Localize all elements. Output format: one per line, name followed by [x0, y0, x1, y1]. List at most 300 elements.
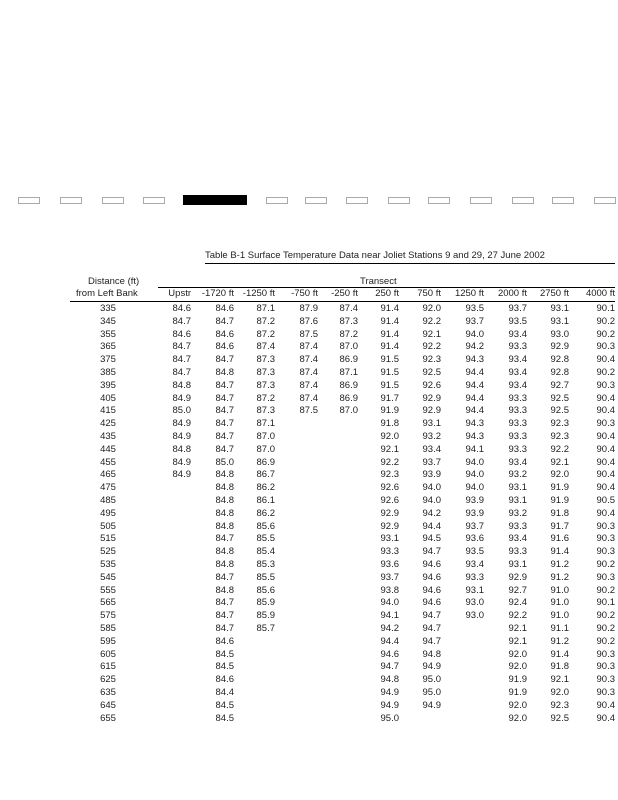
temperature-cell: 85.0	[215, 456, 234, 468]
temperature-cell: 90.4	[596, 507, 615, 519]
temperature-cell: 93.8	[380, 584, 399, 596]
temperature-cell	[275, 559, 318, 572]
temperature-cell	[275, 521, 318, 534]
distance-cell: 605	[100, 648, 116, 660]
temperature-cell: 84.7	[215, 354, 234, 366]
temperature-cell	[146, 572, 191, 585]
temperature-cell	[318, 700, 358, 713]
temperature-cell: 94.7	[422, 610, 441, 622]
temperature-cell: 84.6	[215, 674, 234, 686]
distance-cell: 485	[100, 494, 116, 506]
temperature-cell: 93.0	[550, 328, 569, 340]
temperature-cell: 84.7	[172, 341, 191, 353]
distance-cell: 375	[100, 354, 116, 366]
temperature-cell: 92.0	[422, 303, 441, 314]
temperature-cell: 92.0	[508, 648, 527, 660]
row-header-line2: from Left Bank	[76, 288, 138, 299]
temperature-cell: 84.8	[215, 546, 234, 558]
temperature-cell: 91.4	[380, 303, 399, 314]
temperature-cell	[146, 661, 191, 674]
temperature-cell: 94.4	[465, 379, 484, 391]
temperature-cell: 90.4	[596, 392, 615, 404]
temperature-cell: 93.6	[380, 558, 399, 570]
temperature-cell: 86.1	[256, 494, 275, 506]
temperature-cell	[234, 649, 275, 662]
distance-cell: 495	[100, 507, 116, 519]
temperature-cell	[146, 623, 191, 636]
temperature-cell	[318, 431, 358, 444]
temperature-cell: 90.2	[596, 558, 615, 570]
temperature-cell: 93.3	[508, 430, 527, 442]
temperature-cell: 84.5	[215, 712, 234, 724]
temperature-cell	[234, 674, 275, 687]
temperature-cell: 92.3	[550, 699, 569, 711]
temperature-cell	[234, 661, 275, 674]
temperature-cell: 92.6	[422, 379, 441, 391]
temperature-cell: 84.9	[172, 430, 191, 442]
temperature-cell: 93.3	[508, 341, 527, 353]
temperature-cell	[318, 585, 358, 598]
temperature-cell: 86.9	[339, 379, 358, 391]
temperature-cell: 94.6	[422, 571, 441, 583]
temperature-cell: 87.2	[256, 315, 275, 327]
temperature-cell: 92.8	[550, 366, 569, 378]
temperature-cell: 93.3	[508, 392, 527, 404]
temperature-cell: 93.5	[508, 315, 527, 327]
temperature-cell: 86.2	[256, 482, 275, 494]
temperature-cell: 87.4	[299, 354, 318, 366]
temperature-cell: 87.6	[299, 315, 318, 327]
temperature-cell: 84.7	[215, 392, 234, 404]
temperature-cell	[275, 444, 318, 457]
temperature-cell: 84.9	[172, 392, 191, 404]
temperature-cell: 92.5	[550, 712, 569, 724]
temperature-cell: 87.4	[256, 341, 275, 353]
distance-cell: 615	[100, 661, 116, 673]
temperature-cell: 94.9	[422, 699, 441, 711]
table-row	[70, 367, 615, 380]
temperature-cell: 92.1	[508, 635, 527, 647]
temperature-cell	[441, 700, 484, 713]
distance-cell: 475	[100, 482, 116, 494]
temperature-cell: 90.2	[596, 315, 615, 327]
temperature-cell	[318, 546, 358, 559]
temperature-cell: 87.3	[256, 366, 275, 378]
temperature-cell: 94.9	[380, 686, 399, 698]
distance-cell: 385	[100, 366, 116, 378]
temperature-cell: 94.8	[422, 648, 441, 660]
temperature-cell: 84.5	[215, 661, 234, 673]
temperature-cell: 84.8	[215, 469, 234, 481]
temperature-cell: 84.7	[215, 315, 234, 327]
scan-mark	[552, 197, 574, 204]
temperature-cell	[441, 661, 484, 674]
temperature-cell	[318, 418, 358, 431]
temperature-cell	[318, 674, 358, 687]
temperature-cell: 86.7	[256, 469, 275, 481]
temperature-cell: 84.7	[215, 597, 234, 609]
temperature-cell: 84.8	[215, 482, 234, 494]
temperature-cell: 84.7	[215, 571, 234, 583]
temperature-cell	[146, 674, 191, 687]
temperature-cell: 91.9	[508, 674, 527, 686]
temperature-cell: 92.9	[380, 520, 399, 532]
table-row	[70, 380, 615, 393]
temperature-cell: 87.1	[339, 366, 358, 378]
temperature-cell: 90.2	[596, 366, 615, 378]
temperature-cell: 84.8	[172, 443, 191, 455]
temperature-cell: 91.8	[550, 507, 569, 519]
temperature-cell	[146, 521, 191, 534]
temperature-cell: 84.8	[215, 558, 234, 570]
temperature-cell: 90.3	[596, 341, 615, 353]
transect-group-header: Transect	[360, 276, 397, 287]
temperature-cell: 90.4	[596, 482, 615, 494]
temperature-cell: 84.7	[172, 354, 191, 366]
temperature-cell	[318, 623, 358, 636]
temperature-cell: 84.6	[215, 341, 234, 353]
temperature-cell: 93.6	[465, 533, 484, 545]
temperature-cell: 93.0	[465, 597, 484, 609]
temperature-cell: 94.4	[465, 392, 484, 404]
temperature-cell: 92.9	[508, 571, 527, 583]
temperature-cell	[146, 533, 191, 546]
temperature-cell: 85.5	[256, 571, 275, 583]
temperature-cell: 94.0	[422, 494, 441, 506]
temperature-cell: 87.3	[256, 405, 275, 417]
temperature-cell: 92.4	[508, 597, 527, 609]
temperature-cell: 84.6	[172, 303, 191, 314]
temperature-cell: 84.7	[172, 315, 191, 327]
temperature-cell	[441, 713, 484, 726]
distance-cell: 575	[100, 610, 116, 622]
temperature-cell	[318, 636, 358, 649]
temperature-cell: 94.7	[422, 635, 441, 647]
temperature-cell: 87.5	[299, 328, 318, 340]
temperature-cell: 92.9	[380, 507, 399, 519]
temperature-cell: 90.2	[596, 328, 615, 340]
temperature-cell: 92.3	[380, 469, 399, 481]
temperature-cell	[318, 521, 358, 534]
temperature-cell: 87.0	[339, 405, 358, 417]
temperature-cell	[275, 610, 318, 623]
temperature-cell: 94.0	[380, 597, 399, 609]
column-header: 4000 ft	[585, 288, 615, 299]
temperature-cell	[318, 687, 358, 700]
temperature-cell	[318, 495, 358, 508]
table-row	[70, 572, 615, 585]
table-row	[70, 482, 615, 495]
scan-mark	[388, 197, 410, 204]
temperature-cell: 92.6	[380, 482, 399, 494]
temperature-cell: 93.9	[465, 507, 484, 519]
distance-cell: 655	[100, 712, 116, 724]
distance-cell: 335	[100, 303, 116, 314]
temperature-cell: 94.3	[465, 354, 484, 366]
temperature-cell	[441, 636, 484, 649]
temperature-cell: 94.4	[422, 520, 441, 532]
table-row	[70, 508, 615, 521]
temperature-cell: 85.3	[256, 558, 275, 570]
temperature-cell: 93.1	[550, 303, 569, 314]
table-row	[70, 316, 615, 329]
column-header: 250 ft	[375, 288, 399, 299]
temperature-cell: 93.1	[465, 584, 484, 596]
temperature-cell: 87.1	[256, 418, 275, 430]
distance-cell: 525	[100, 546, 116, 558]
temperature-cell	[146, 687, 191, 700]
temperature-cell: 90.3	[596, 648, 615, 660]
temperature-cell: 93.4	[508, 354, 527, 366]
table-row	[70, 495, 615, 508]
distance-cell: 585	[100, 622, 116, 634]
distance-cell: 505	[100, 520, 116, 532]
scan-mark	[512, 197, 534, 204]
temperature-cell	[275, 469, 318, 482]
temperature-cell: 92.5	[422, 366, 441, 378]
table-row	[70, 713, 615, 726]
temperature-cell	[234, 713, 275, 726]
scan-mark	[18, 197, 40, 204]
temperature-cell: 85.9	[256, 597, 275, 609]
temperature-cell: 92.2	[508, 610, 527, 622]
temperature-cell	[441, 623, 484, 636]
scan-mark	[594, 197, 616, 204]
temperature-cell: 90.4	[596, 430, 615, 442]
temperature-cell: 92.8	[550, 354, 569, 366]
temperature-cell: 91.5	[380, 354, 399, 366]
temperature-cell: 93.3	[508, 546, 527, 558]
temperature-cell: 92.3	[422, 354, 441, 366]
temperature-cell: 94.3	[465, 430, 484, 442]
temperature-cell	[146, 636, 191, 649]
temperature-cell: 91.5	[380, 379, 399, 391]
temperature-cell: 94.4	[380, 635, 399, 647]
distance-cell: 415	[100, 405, 116, 417]
temperature-cell: 92.3	[550, 418, 569, 430]
temperature-cell: 87.9	[299, 303, 318, 314]
temperature-cell: 91.9	[550, 494, 569, 506]
temperature-cell: 90.4	[596, 405, 615, 417]
temperature-cell: 92.2	[422, 315, 441, 327]
temperature-cell	[275, 533, 318, 546]
temperature-cell: 84.9	[172, 469, 191, 481]
temperature-cell: 84.7	[215, 533, 234, 545]
temperature-cell: 92.3	[550, 430, 569, 442]
temperature-cell: 84.4	[215, 686, 234, 698]
scan-mark	[102, 197, 124, 204]
temperature-cell	[275, 700, 318, 713]
temperature-cell	[275, 661, 318, 674]
temperature-cell	[275, 649, 318, 662]
table-row	[70, 687, 615, 700]
temperature-cell: 93.3	[508, 418, 527, 430]
temperature-cell: 94.0	[465, 469, 484, 481]
table-title: Table B-1 Surface Temperature Data near Joliet Stations 9 and 29, 27 June 2002	[205, 250, 545, 261]
temperature-cell: 85.4	[256, 546, 275, 558]
distance-cell: 535	[100, 558, 116, 570]
temperature-cell: 93.4	[422, 443, 441, 455]
temperature-cell: 94.6	[380, 648, 399, 660]
table-row	[70, 623, 615, 636]
temperature-cell	[275, 636, 318, 649]
distance-cell: 395	[100, 379, 116, 391]
temperature-cell: 93.0	[465, 610, 484, 622]
distance-cell: 645	[100, 699, 116, 711]
temperature-cell: 93.4	[508, 456, 527, 468]
table-row	[70, 649, 615, 662]
temperature-cell	[146, 610, 191, 623]
temperature-cell: 90.4	[596, 712, 615, 724]
temperature-cell: 93.7	[465, 520, 484, 532]
temperature-cell	[318, 649, 358, 662]
temperature-cell: 87.3	[256, 379, 275, 391]
temperature-cell	[441, 674, 484, 687]
temperature-cell	[146, 546, 191, 559]
header-rule	[70, 301, 615, 302]
temperature-cell: 94.4	[465, 405, 484, 417]
temperature-cell: 93.3	[508, 405, 527, 417]
column-header: -750 ft	[291, 288, 318, 299]
temperature-cell: 85.6	[256, 520, 275, 532]
temperature-cell: 90.3	[596, 571, 615, 583]
table-row	[70, 418, 615, 431]
temperature-cell: 84.7	[172, 366, 191, 378]
temperature-cell: 93.4	[508, 328, 527, 340]
table-row	[70, 521, 615, 534]
temperature-cell: 91.4	[550, 648, 569, 660]
temperature-cell: 90.3	[596, 661, 615, 673]
temperature-cell: 91.9	[508, 686, 527, 698]
temperature-cell: 84.5	[215, 648, 234, 660]
temperature-cell: 94.5	[422, 533, 441, 545]
temperature-cell: 85.0	[172, 405, 191, 417]
temperature-cell: 87.3	[256, 354, 275, 366]
temperature-cell	[275, 431, 318, 444]
distance-cell: 425	[100, 418, 116, 430]
column-header: Upstr	[168, 288, 191, 299]
temperature-cell: 93.1	[508, 558, 527, 570]
temperature-cell: 92.1	[422, 328, 441, 340]
temperature-cell: 93.5	[465, 546, 484, 558]
temperature-cell: 91.7	[550, 520, 569, 532]
temperature-cell: 95.0	[380, 712, 399, 724]
temperature-cell: 92.0	[550, 686, 569, 698]
temperature-cell: 94.6	[422, 584, 441, 596]
temperature-cell	[146, 713, 191, 726]
temperature-cell: 94.6	[422, 558, 441, 570]
table-row	[70, 354, 615, 367]
temperature-cell: 92.1	[550, 456, 569, 468]
temperature-cell	[275, 457, 318, 470]
temperature-cell: 92.7	[550, 379, 569, 391]
temperature-cell: 84.8	[172, 379, 191, 391]
table-row	[70, 700, 615, 713]
temperature-cell: 93.4	[508, 366, 527, 378]
temperature-cell: 87.4	[299, 379, 318, 391]
title-rule	[205, 263, 615, 264]
temperature-cell	[275, 585, 318, 598]
temperature-cell	[275, 418, 318, 431]
temperature-cell: 91.9	[380, 405, 399, 417]
table-row	[70, 546, 615, 559]
temperature-cell	[275, 713, 318, 726]
temperature-cell: 84.8	[215, 366, 234, 378]
temperature-cell: 84.6	[172, 328, 191, 340]
temperature-cell	[275, 674, 318, 687]
distance-cell: 545	[100, 571, 116, 583]
temperature-cell: 90.3	[596, 686, 615, 698]
table-row	[70, 431, 615, 444]
table-row	[70, 674, 615, 687]
temperature-cell: 90.3	[596, 533, 615, 545]
column-header: -250 ft	[331, 288, 358, 299]
temperature-cell: 86.9	[339, 354, 358, 366]
distance-cell: 565	[100, 597, 116, 609]
distance-cell: 595	[100, 635, 116, 647]
distance-cell: 515	[100, 533, 116, 545]
temperature-cell: 92.0	[508, 699, 527, 711]
temperature-cell: 90.2	[596, 610, 615, 622]
temperature-cell: 84.7	[215, 430, 234, 442]
temperature-cell: 90.2	[596, 584, 615, 596]
temperature-cell	[318, 559, 358, 572]
temperature-cell: 90.4	[596, 699, 615, 711]
temperature-cell	[275, 687, 318, 700]
temperature-cell: 91.0	[550, 584, 569, 596]
table-row	[70, 661, 615, 674]
distance-cell: 355	[100, 328, 116, 340]
temperature-cell: 95.0	[422, 686, 441, 698]
temperature-cell: 85.6	[256, 584, 275, 596]
temperature-cell: 93.4	[465, 558, 484, 570]
temperature-cell: 84.7	[215, 443, 234, 455]
temperature-cell	[318, 482, 358, 495]
temperature-cell: 91.0	[550, 610, 569, 622]
temperature-cell: 94.1	[380, 610, 399, 622]
temperature-cell: 92.5	[550, 405, 569, 417]
temperature-cell: 94.9	[380, 699, 399, 711]
distance-cell: 365	[100, 341, 116, 353]
table-row	[70, 585, 615, 598]
table-row	[70, 329, 615, 342]
temperature-cell	[441, 649, 484, 662]
scan-mark	[266, 197, 288, 204]
temperature-cell: 94.2	[465, 341, 484, 353]
temperature-cell: 87.2	[256, 392, 275, 404]
temperature-cell: 94.9	[422, 661, 441, 673]
temperature-cell	[318, 661, 358, 674]
temperature-cell: 92.0	[550, 469, 569, 481]
temperature-cell: 91.7	[380, 392, 399, 404]
temperature-cell: 95.0	[422, 674, 441, 686]
temperature-cell: 84.6	[215, 635, 234, 647]
column-header: 1250 ft	[454, 288, 484, 299]
temperature-cell: 94.4	[465, 366, 484, 378]
temperature-cell: 92.5	[550, 392, 569, 404]
temperature-cell	[318, 597, 358, 610]
temperature-cell: 92.7	[508, 584, 527, 596]
temperature-cell: 94.2	[422, 507, 441, 519]
temperature-cell	[234, 700, 275, 713]
temperature-cell: 87.2	[256, 328, 275, 340]
temperature-cell: 86.9	[256, 456, 275, 468]
scan-mark	[428, 197, 450, 204]
temperature-cell: 93.1	[422, 418, 441, 430]
temperature-cell: 94.1	[465, 443, 484, 455]
temperature-cell: 93.2	[422, 430, 441, 442]
temperature-cell	[146, 508, 191, 521]
